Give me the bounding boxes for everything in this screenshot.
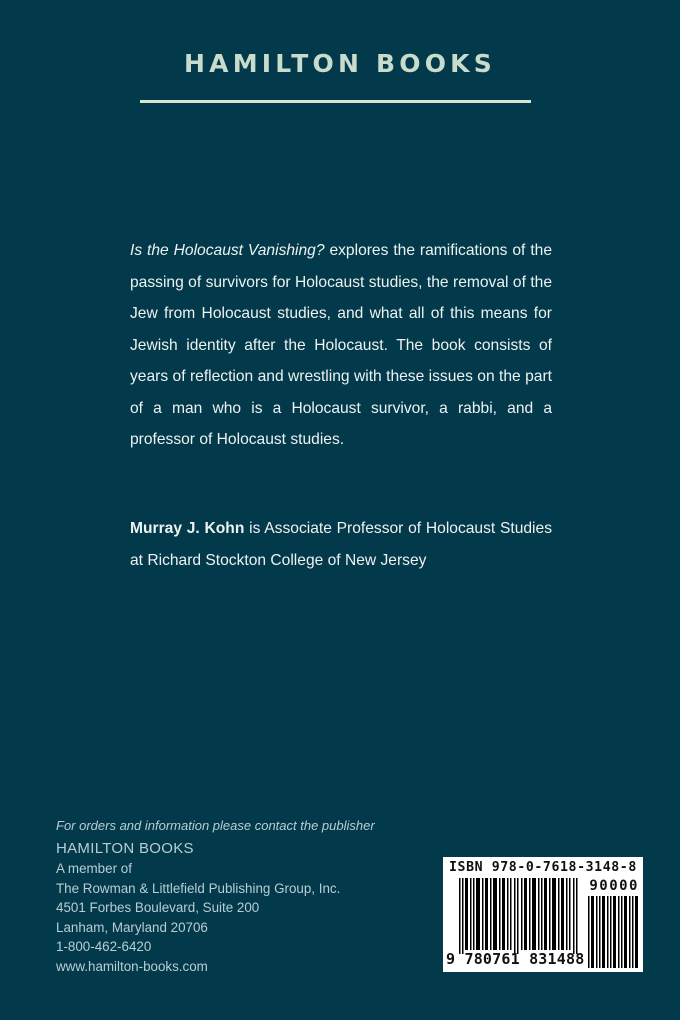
price-code: 90000 bbox=[589, 878, 639, 894]
price-addon-bars bbox=[588, 896, 640, 968]
author-bio bbox=[130, 513, 552, 576]
description-text: explores the ramifications of the passing of survivors for Holocaust studies, the removal of the Jew from Holocaust studies, and what all of this means for Jewish identity after the Holocaust. The book consists of years of reflection and wrestling with these issues on the part of a man who is a Holocaust survivor, a rabbi, and a professor of Holocaust studies. bbox=[130, 242, 552, 448]
contact-phone: 1-800-462-6420 bbox=[56, 939, 152, 954]
contact-parent-company: The Rowman & Littlefield Publishing Group, Inc. bbox=[56, 880, 341, 896]
header-divider bbox=[140, 100, 531, 103]
ean-digits: 9 780761 831488 bbox=[446, 950, 585, 968]
contact-intro: For orders and information please contact the publisher bbox=[56, 818, 375, 833]
book-title: Is the Holocaust Vanishing? bbox=[130, 242, 325, 259]
book-description bbox=[130, 235, 552, 456]
publisher-contact bbox=[56, 815, 436, 976]
isbn-barcode bbox=[443, 857, 643, 972]
publisher-header: HAMILTON BOOKS bbox=[184, 49, 496, 78]
contact-street-address: 4501 Forbes Boulevard, Suite 200 bbox=[56, 900, 260, 915]
contact-publisher-name: HAMILTON BOOKS bbox=[56, 840, 194, 857]
contact-membership: A member of bbox=[56, 861, 132, 876]
ean-barcode-bars bbox=[459, 878, 578, 954]
author-name: Murray J. Kohn bbox=[130, 520, 245, 537]
contact-website[interactable]: www.hamilton-books.com bbox=[56, 958, 208, 974]
isbn-label: ISBN 978-0-7618-3148-8 bbox=[449, 860, 637, 875]
author-bio-text: is Associate Professor of Holocaust Studies at Richard Stockton College of New Jersey bbox=[130, 520, 552, 569]
contact-city-state: Lanham, Maryland 20706 bbox=[56, 919, 208, 935]
